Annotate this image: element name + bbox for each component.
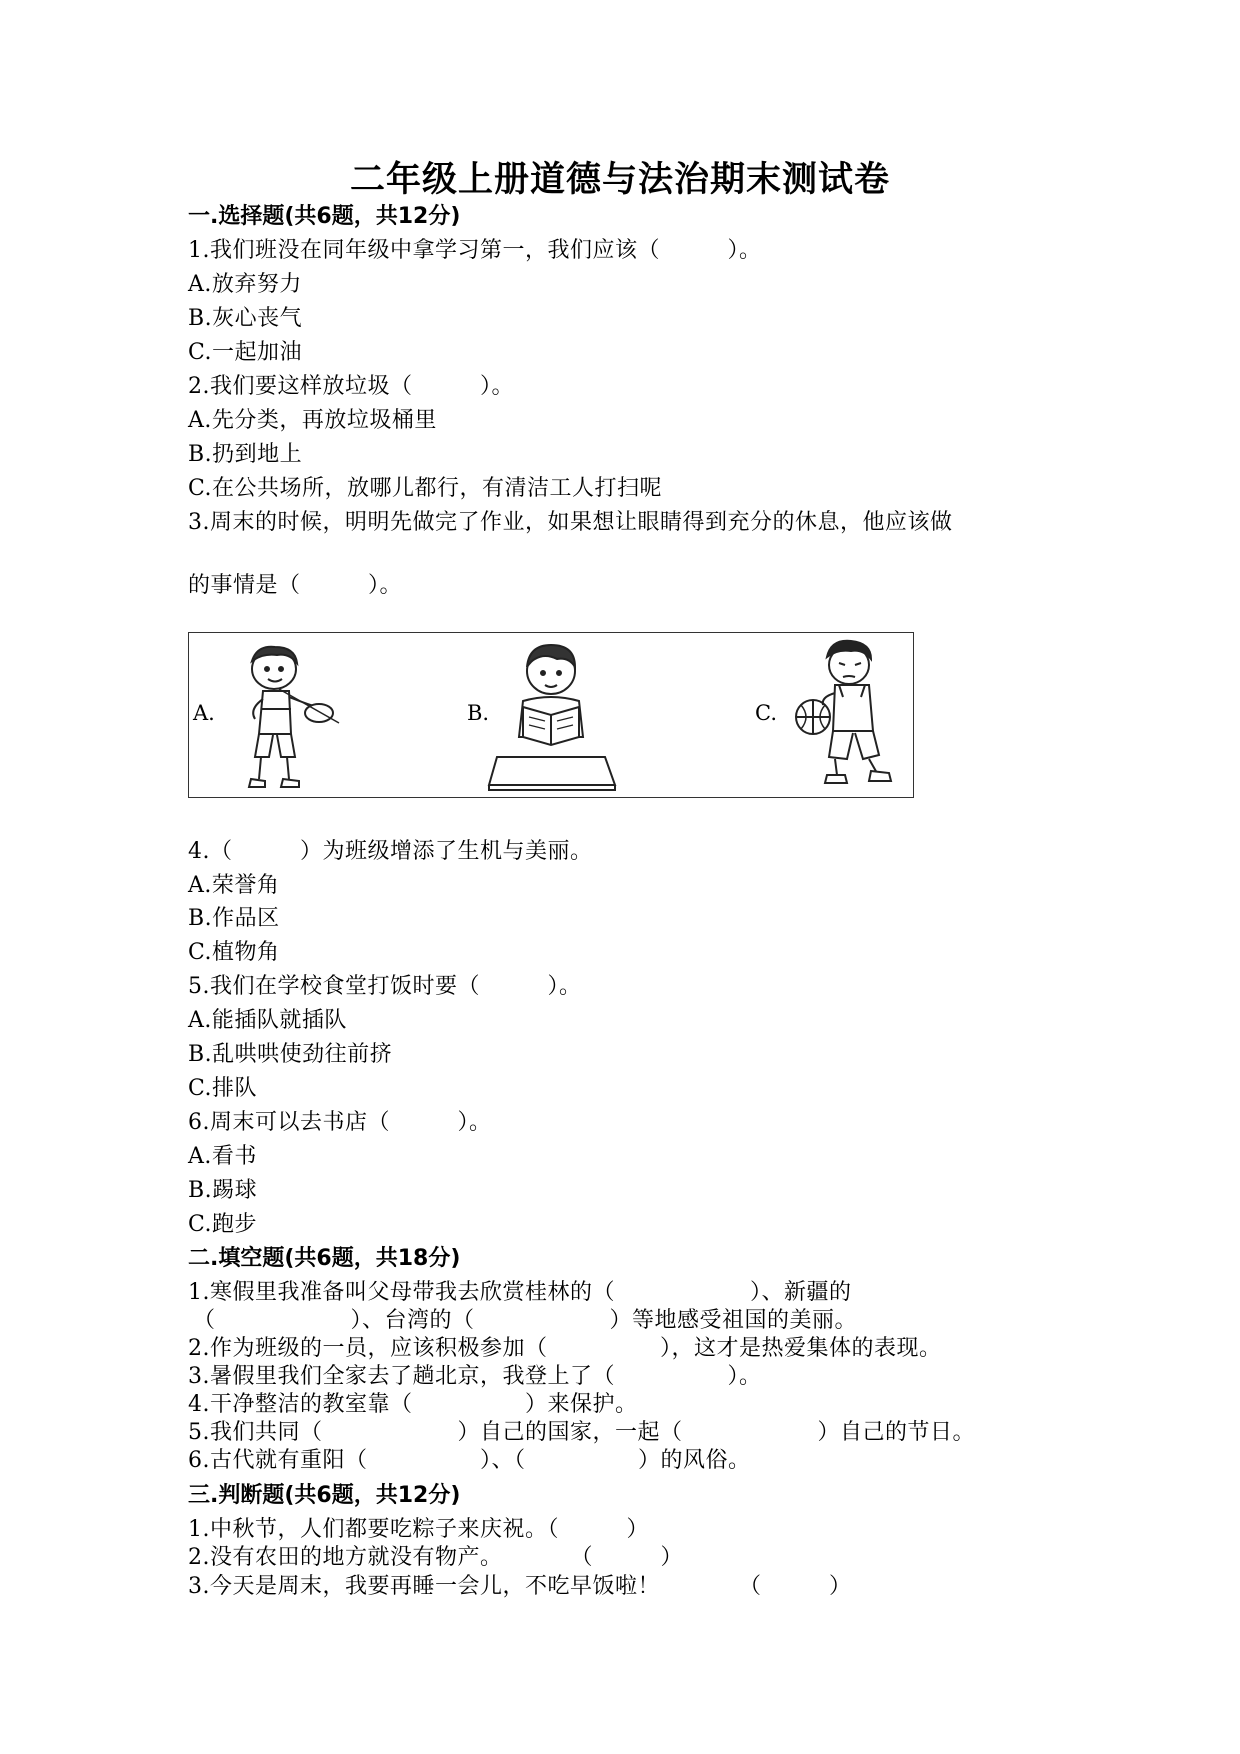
question-line: 1.我们班没在同年级中拿学习第一，我们应该（ ）。 <box>188 238 762 263</box>
violin-child-illustration <box>219 639 349 795</box>
question-line: 6.周末可以去书店（ ）。 <box>188 1110 492 1135</box>
question-line: 5.我们在学校食堂打饭时要（ ）。 <box>188 974 582 999</box>
option-line: C.一起加油 <box>188 340 303 365</box>
section-heading-true-false: 三.判断题(共6题，共12分) <box>188 1483 461 1508</box>
fill-blank-line: （ ）、台湾的（ ）等地感受祖国的美丽。 <box>193 1308 858 1333</box>
option-line: A.能插队就插队 <box>188 1008 347 1033</box>
option-line: B.乱哄哄使劲往前挤 <box>188 1042 393 1067</box>
option-line: A.先分类，再放垃圾桶里 <box>188 408 437 433</box>
section-heading-fill-blank: 二.填空题(共6题，共18分) <box>188 1246 461 1271</box>
question-line: 3.周末的时候，明明先做完了作业，如果想让眼睛得到充分的休息，他应该做 <box>188 510 953 535</box>
basketball-child-illustration <box>777 635 907 795</box>
true-false-line: 1.中秋节，人们都要吃粽子来庆祝。（ ） <box>188 1517 649 1542</box>
question-line-continued: 的事情是（ ）。 <box>188 573 403 598</box>
true-false-line: 3.今天是周末，我要再睡一会儿，不吃早饭啦！ （ ） <box>188 1574 852 1599</box>
option-line: C.跑步 <box>188 1212 258 1237</box>
option-line: C.排队 <box>188 1076 258 1101</box>
option-line: B.作品区 <box>188 906 280 931</box>
picture-option-label-a: A. <box>193 701 215 725</box>
question-line: 2.我们要这样放垃圾（ ）。 <box>188 374 514 399</box>
question-line: 4.（ ）为班级增添了生机与美丽。 <box>188 839 593 864</box>
picture-option-label-c: C. <box>755 701 777 725</box>
fill-blank-line: 6.古代就有重阳（ ）、（ ）的风俗。 <box>188 1448 751 1473</box>
option-line: A.放弃努力 <box>188 272 302 297</box>
section-heading-choice: 一.选择题(共6题，共12分) <box>188 204 461 229</box>
fill-blank-line: 1.寒假里我准备叫父母带我去欣赏桂林的（ ）、新疆的 <box>188 1280 852 1305</box>
fill-blank-line: 2.作为班级的一员，应该积极参加（ ），这才是热爱集体的表现。 <box>188 1336 942 1361</box>
fill-blank-line: 4.干净整洁的教室靠（ ）来保护。 <box>188 1392 638 1417</box>
option-line: A.看书 <box>188 1144 257 1169</box>
option-line: C.植物角 <box>188 940 280 965</box>
picture-option-label-b: B. <box>467 701 490 725</box>
reading-child-illustration <box>487 637 617 795</box>
fill-blank-line: 3.暑假里我们全家去了趟北京，我登上了（ ）。 <box>188 1364 762 1389</box>
option-line: B.扔到地上 <box>188 442 303 467</box>
true-false-line: 2.没有农田的地方就没有物产。 （ ） <box>188 1545 683 1570</box>
page-title: 二年级上册道德与法治期末测试卷 <box>349 160 890 200</box>
option-line: C.在公共场所，放哪儿都行，有清洁工人打扫呢 <box>188 476 663 501</box>
picture-options-box <box>188 632 914 798</box>
fill-blank-line: 5.我们共同（ ）自己的国家，一起（ ）自己的节日。 <box>188 1420 975 1445</box>
option-line: A.荣誉角 <box>188 873 280 898</box>
option-line: B.灰心丧气 <box>188 306 303 331</box>
option-line: B.踢球 <box>188 1178 258 1203</box>
